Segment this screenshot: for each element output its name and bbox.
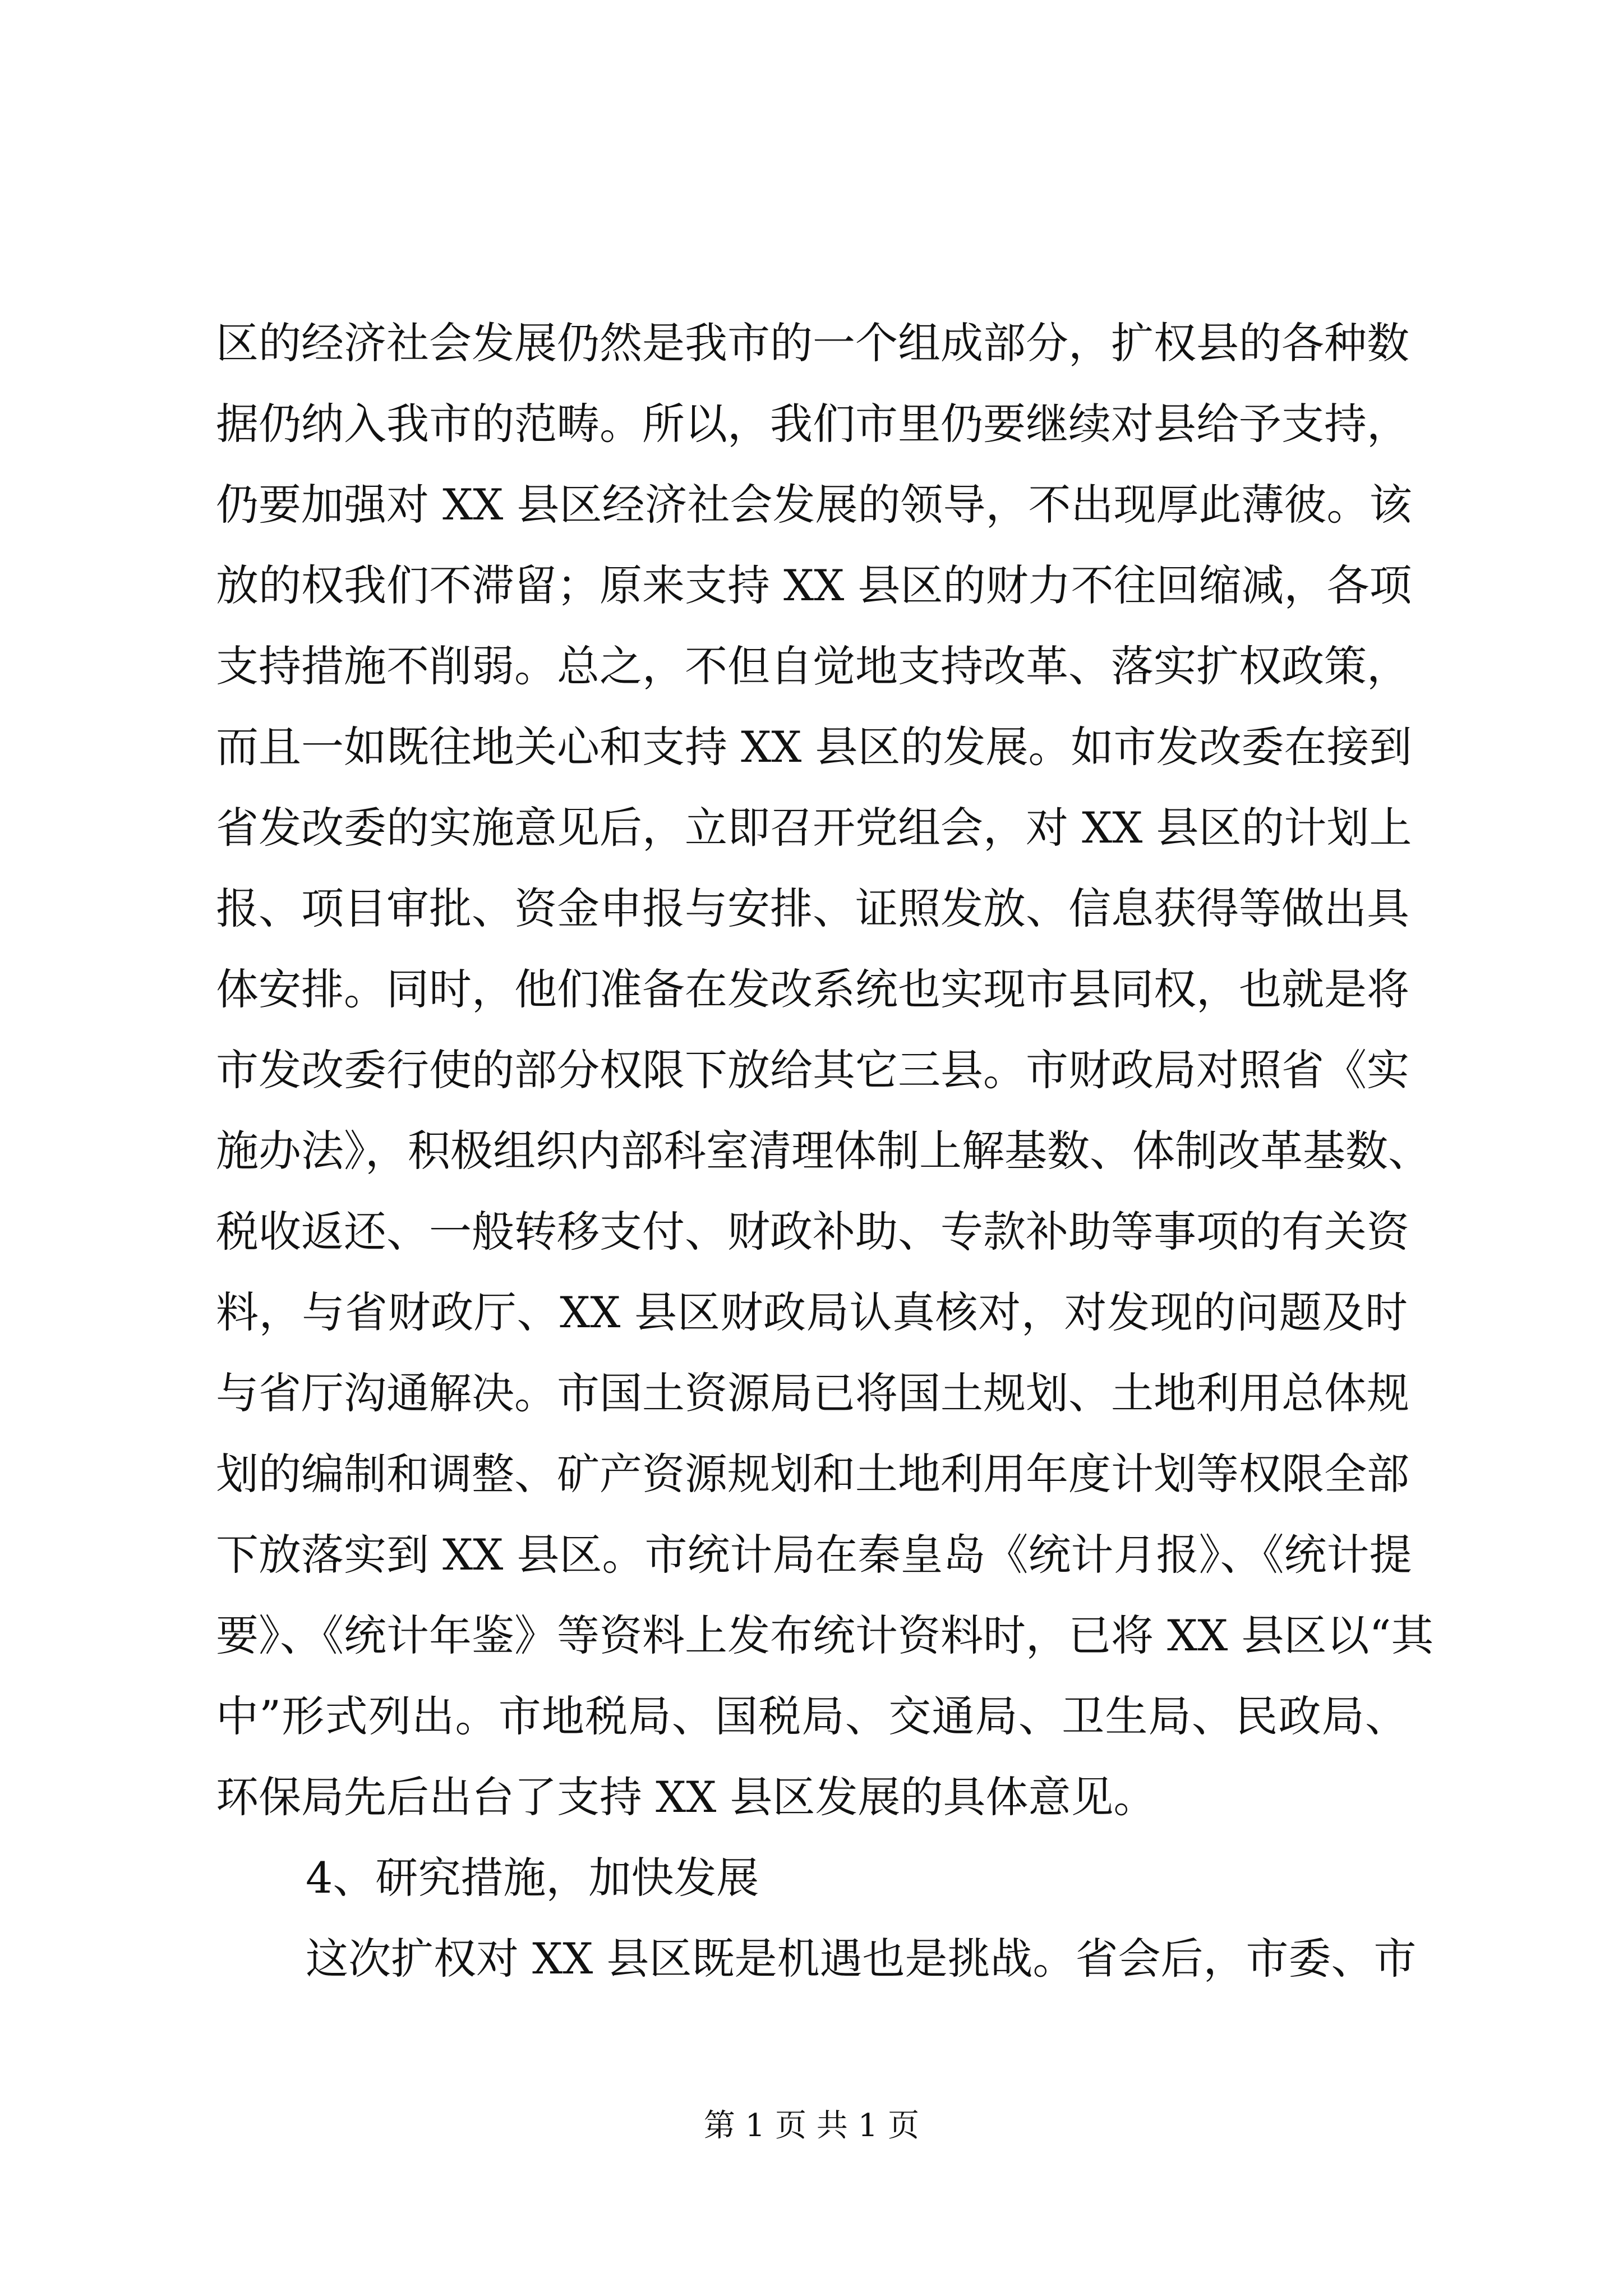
text-line: 而且一如既往地关心和支持 XX 县区的发展。如市发改委在接到 — [216, 722, 1412, 772]
text-line: 报、项目审批、资金申报与安排、证照发放、信息获得等做出具 — [216, 884, 1409, 933]
text-line: 市发改委行使的部分权限下放给其它三县。市财政局对照省《实 — [216, 1045, 1409, 1095]
paragraph-line: 这次扩权对 XX 县区既是机遇也是挑战。省会后，市委、市 — [306, 1934, 1417, 1984]
text-line: 据仍纳入我市的范畴。所以，我们市里仍要继续对县给予支持， — [216, 399, 1409, 449]
text-line: 省发改委的实施意见后，立即召开党组会，对 XX 县区的计划上 — [216, 803, 1412, 853]
text-line: 区的经济社会发展仍然是我市的一个组成部分，扩权县的各种数 — [216, 318, 1409, 368]
document-body — [216, 303, 1434, 1999]
section-heading: 4、研究措施，加快发展 — [306, 1853, 759, 1903]
text-line: 放的权我们不滞留；原来支持 XX 县区的财力不往回缩减，各项 — [216, 560, 1412, 610]
text-line: 与省厅沟通解决。市国土资源局已将国土规划、土地利用总体规 — [216, 1368, 1409, 1418]
text-line: 下放落实到 XX 县区。市统计局在秦皇岛《统计月报》、《统计提 — [216, 1530, 1412, 1580]
text-line: 料，与省财政厅、XX 县区财政局认真核对，对发现的问题及时 — [216, 1287, 1408, 1337]
text-line: 中”形式列出。市地税局、国税局、交通局、卫生局、民政局、 — [216, 1691, 1408, 1741]
page-footer: 第 1 页 共 1 页 — [703, 2108, 920, 2144]
text-line: 支持措施不削弱。总之，不但自觉地支持改革、落实扩权政策， — [216, 641, 1409, 691]
text-line-last: 环保局先后出台了支持 XX 县区发展的具体意见。 — [216, 1772, 1156, 1822]
text-line: 施办法》，积极组织内部科室清理体制上解基数、体制改革基数、 — [216, 1126, 1431, 1176]
text-line: 划的编制和调整、矿产资源规划和土地利用年度计划等权限全部 — [216, 1449, 1409, 1499]
text-line: 要》、《统计年鉴》等资料上发布统计资料时，已将 XX 县区以“其 — [216, 1611, 1434, 1660]
text-line: 体安排。同时，他们准备在发改系统也实现市县同权，也就是将 — [216, 964, 1409, 1014]
text-line: 税收返还、一般转移支付、财政补助、专款补助等事项的有关资 — [216, 1207, 1409, 1257]
text-line: 仍要加强对 XX 县区经济社会发展的领导，不出现厚此薄彼。该 — [216, 480, 1412, 530]
